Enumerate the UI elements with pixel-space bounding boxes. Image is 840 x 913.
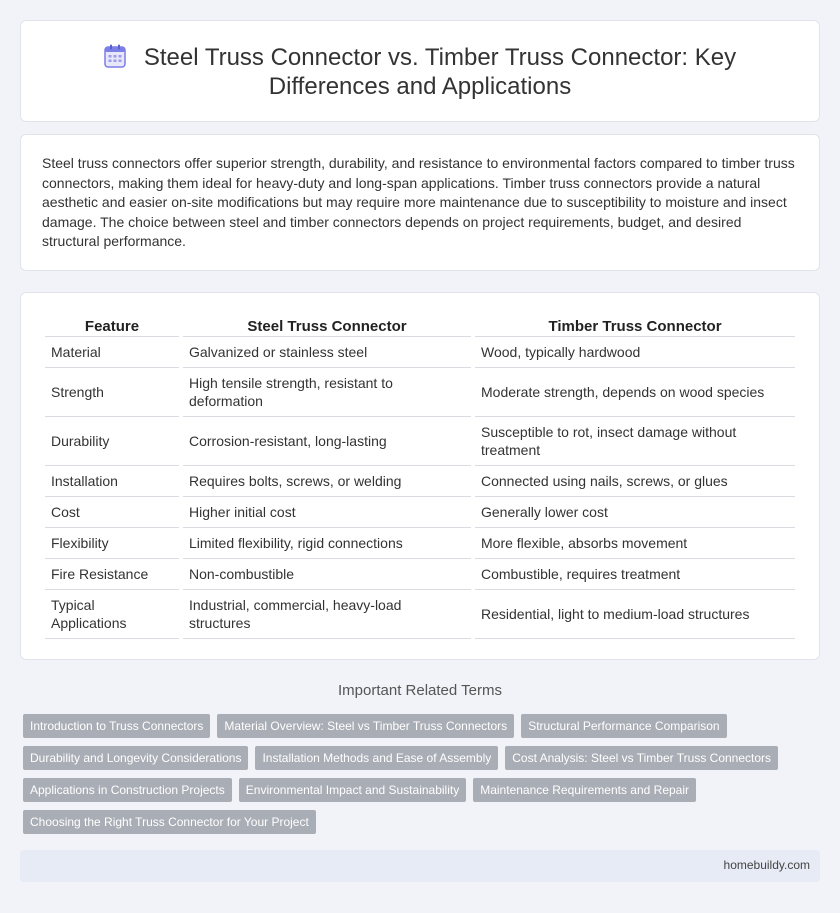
- steel-cell: Requires bolts, screws, or welding: [183, 466, 471, 497]
- footer-site-link[interactable]: homebuildy.com: [723, 858, 810, 872]
- calendar-icon: [104, 44, 126, 68]
- header-timber: Timber Truss Connector: [475, 313, 795, 337]
- timber-cell: Combustible, requires treatment: [475, 559, 795, 590]
- timber-cell: Susceptible to rot, insect damage without treatment: [475, 417, 795, 466]
- page-title: Steel Truss Connector vs. Timber Truss Connector: Key Differences and Applications: [143, 44, 737, 100]
- timber-cell: Moderate strength, depends on wood species: [475, 368, 795, 417]
- feature-cell: Material: [45, 337, 179, 368]
- timber-cell: Connected using nails, screws, or glues: [475, 466, 795, 497]
- related-term-tag[interactable]: Installation Methods and Ease of Assembly: [255, 746, 498, 770]
- steel-cell: High tensile strength, resistant to deformation: [183, 368, 471, 417]
- feature-cell: Strength: [45, 368, 179, 417]
- table-row: [45, 368, 795, 417]
- header-steel: Steel Truss Connector: [183, 313, 471, 337]
- timber-cell: Wood, typically hardwood: [475, 337, 795, 368]
- comparison-table-card: [20, 292, 820, 660]
- table-row: [45, 497, 795, 528]
- related-term-tag[interactable]: Environmental Impact and Sustainability: [239, 778, 466, 802]
- steel-cell: Non-combustible: [183, 559, 471, 590]
- feature-cell: Cost: [45, 497, 179, 528]
- steel-cell: Corrosion-resistant, long-lasting: [183, 417, 471, 466]
- related-term-tag[interactable]: Choosing the Right Truss Connector for Your Project: [23, 810, 316, 834]
- related-term-tag[interactable]: Durability and Longevity Considerations: [23, 746, 248, 770]
- related-term-tag[interactable]: Cost Analysis: Steel vs Timber Truss Connectors: [505, 746, 778, 770]
- table-row: [45, 528, 795, 559]
- table-header-row: [45, 313, 795, 337]
- related-term-tag[interactable]: Introduction to Truss Connectors: [23, 714, 210, 738]
- steel-cell: Higher initial cost: [183, 497, 471, 528]
- table-row: [45, 417, 795, 466]
- related-term-tag[interactable]: Applications in Construction Projects: [23, 778, 232, 802]
- timber-cell: Generally lower cost: [475, 497, 795, 528]
- title-wrap: [61, 43, 779, 101]
- header-feature: Feature: [45, 313, 179, 337]
- intro-card: [20, 134, 820, 271]
- table-row: [45, 337, 795, 368]
- steel-cell: Limited flexibility, rigid connections: [183, 528, 471, 559]
- timber-cell: More flexible, absorbs movement: [475, 528, 795, 559]
- steel-cell: Galvanized or stainless steel: [183, 337, 471, 368]
- feature-cell: Durability: [45, 417, 179, 466]
- comparison-table: [41, 313, 799, 639]
- title-card: [20, 20, 820, 122]
- table-row: [45, 466, 795, 497]
- feature-cell: Installation: [45, 466, 179, 497]
- steel-cell: Industrial, commercial, heavy-load structures: [183, 590, 471, 639]
- related-terms-list: [23, 714, 803, 834]
- table-row: [45, 590, 795, 639]
- feature-cell: Fire Resistance: [45, 559, 179, 590]
- feature-cell: Typical Applications: [45, 590, 179, 639]
- timber-cell: Residential, light to medium-load structures: [475, 590, 795, 639]
- footer: [20, 850, 820, 882]
- intro-paragraph: Steel truss connectors offer superior strength, durability, and resistance to environmental factors compared to timber truss connectors, making them ideal for heavy-duty and long-span applications. Timber truss connectors provide a natural aesthetic and easier on-site modifications but may require more maintenance due to susceptibility to moisture and insect damage. The choice between steel and timber connectors depends on project requirements, budget, and desired structural performance.: [42, 155, 795, 250]
- table-row: [45, 559, 795, 590]
- related-terms-heading: Important Related Terms: [338, 682, 502, 699]
- related-term-tag[interactable]: Maintenance Requirements and Repair: [473, 778, 696, 802]
- related-term-tag[interactable]: Material Overview: Steel vs Timber Truss Connectors: [217, 714, 514, 738]
- feature-cell: Flexibility: [45, 528, 179, 559]
- related-term-tag[interactable]: Structural Performance Comparison: [521, 714, 726, 738]
